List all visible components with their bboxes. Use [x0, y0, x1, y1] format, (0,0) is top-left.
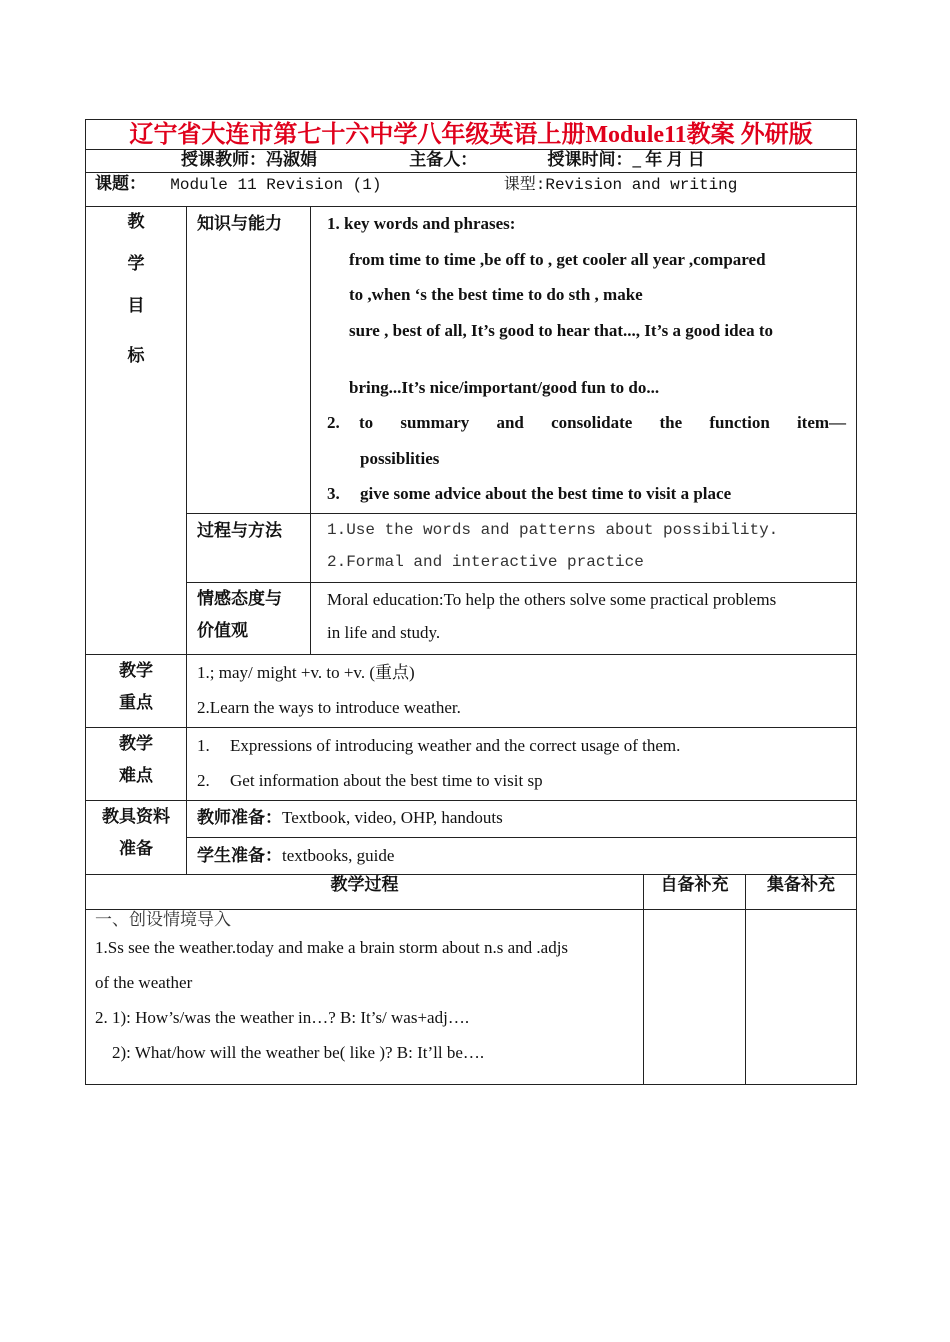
- preparer-label: 主备人：: [409, 150, 478, 169]
- difficulties-label-line: 教学: [119, 734, 153, 753]
- procedure-content: [86, 910, 644, 1085]
- goal-item-3-text: give some advice about the best time to visit a place: [360, 484, 732, 503]
- difficulty-text: Get information about the best time to visit sp: [230, 771, 543, 790]
- key-points-label: [86, 655, 187, 728]
- key-point-line: 1.; may/ might +v. to +v. (重点): [197, 663, 415, 682]
- process-line: 2.Formal and interactive practice: [327, 553, 644, 571]
- group-prep-header: 集备补充: [746, 875, 857, 910]
- attitude-label-line: 价值观: [197, 621, 248, 640]
- goal-item-3-number: 3.: [327, 484, 340, 503]
- materials-label-line: 教具资料: [102, 807, 170, 826]
- lesson-type: 课型:Revision and writing: [503, 176, 738, 194]
- teacher-header-row: [86, 150, 857, 173]
- goal-item-2-number: 2.: [327, 413, 340, 432]
- goal-label-char: 目: [127, 296, 145, 315]
- goal-item-2-continued: possiblities: [360, 448, 440, 468]
- teacher-label: 授课教师：冯淑娟: [181, 150, 317, 169]
- student-materials-value: textbooks, guide: [282, 846, 395, 865]
- teacher-materials: [187, 801, 857, 838]
- group-prep-content: [746, 910, 857, 1085]
- difficulties-content: [187, 728, 857, 801]
- phrase-line: from time to time ,be off to , get cooler all year ,compared: [349, 249, 766, 269]
- goal-label-char: 标: [127, 346, 145, 365]
- attitude-label-line: 情感态度与: [197, 589, 282, 608]
- difficulties-label: [86, 728, 187, 801]
- lesson-plan-document: [85, 119, 856, 1085]
- phrase-line: bring...It’s nice/important/good fun to do...: [349, 377, 660, 397]
- teacher-materials-label: 教师准备：: [197, 808, 282, 827]
- procedure-section-title: 一、创设情境导入: [95, 910, 231, 929]
- goal-item-3: [327, 483, 846, 505]
- goal-item-2-word: item—: [796, 413, 847, 432]
- procedure-line: 2): What/how will the weather be( like )? B: It’ll be….: [95, 1043, 485, 1062]
- key-point-line: 2.Learn the ways to introduce weather.: [197, 698, 461, 717]
- student-materials-label: 学生准备：: [197, 846, 282, 865]
- difficulty-number: 2.: [197, 771, 210, 790]
- goal-item-2-word: to: [359, 413, 374, 432]
- self-prep-content: [644, 910, 746, 1085]
- goal-label-char: 教: [127, 212, 145, 231]
- lesson-time-label: 授课时间：_ 年 月 日: [547, 150, 705, 169]
- document-title: 辽宁省大连市第七十六中学八年级英语上册Module11教案 外研版: [86, 120, 857, 150]
- attitude-values-content: [311, 583, 857, 655]
- difficulty-item: [197, 728, 856, 763]
- process-method-content: [311, 514, 857, 583]
- topic-row: [86, 173, 857, 207]
- procedure-line: 2. 1): How’s/was the weather in…? B: It’s/ was+adj….: [95, 1008, 470, 1027]
- attitude-values-label: [187, 583, 311, 655]
- phrase-line: to ,when ‘s the best time to do sth , make: [349, 285, 643, 304]
- attitude-line: Moral education:To help the others solve some practical problems: [327, 590, 777, 609]
- procedure-line: of the weather: [95, 973, 193, 992]
- materials-label-line: 准备: [119, 839, 153, 858]
- difficulty-text: Expressions of introducing weather and the correct usage of them.: [230, 736, 681, 755]
- student-materials: [187, 838, 857, 875]
- teaching-goals-label: [86, 207, 187, 655]
- difficulty-number: 1.: [197, 736, 210, 755]
- topic-value: Module 11 Revision (1): [170, 176, 382, 194]
- goal-item-2-word: consolidate: [551, 413, 633, 432]
- goal-item-2-word: and: [496, 413, 524, 432]
- goal-item-1: 1. key words and phrases:: [327, 214, 516, 233]
- topic-label: 课题：: [95, 174, 146, 193]
- key-points-label-line: 重点: [119, 693, 153, 712]
- knowledge-ability-label: 知识与能力: [187, 207, 311, 514]
- self-prep-header: 自备补充: [644, 875, 746, 910]
- goal-item-2-word: the: [659, 413, 683, 432]
- key-points-label-line: 教学: [119, 661, 153, 680]
- goal-item-2-word: summary: [400, 413, 470, 432]
- key-points-content: [187, 655, 857, 728]
- process-method-label: 过程与方法: [187, 514, 311, 583]
- goal-item-2: [327, 412, 846, 434]
- procedure-header: 教学过程: [86, 875, 644, 910]
- knowledge-ability-content: [311, 207, 857, 514]
- process-line: 1.Use the words and patterns about possibility.: [327, 521, 779, 539]
- phrase-line: sure , best of all, It’s good to hear that..., It’s a good idea to: [349, 320, 774, 340]
- materials-label: [86, 801, 187, 875]
- goal-label-char: 学: [127, 254, 145, 273]
- difficulties-label-line: 难点: [119, 766, 153, 785]
- teacher-materials-value: Textbook, video, OHP, handouts: [282, 808, 503, 827]
- difficulty-item: [197, 763, 856, 798]
- goal-item-2-word: function: [709, 413, 770, 432]
- lesson-plan-table: [85, 119, 857, 1085]
- attitude-line: in life and study.: [327, 623, 441, 642]
- procedure-line: 1.Ss see the weather.today and make a brain storm about n.s and .adjs: [95, 938, 569, 957]
